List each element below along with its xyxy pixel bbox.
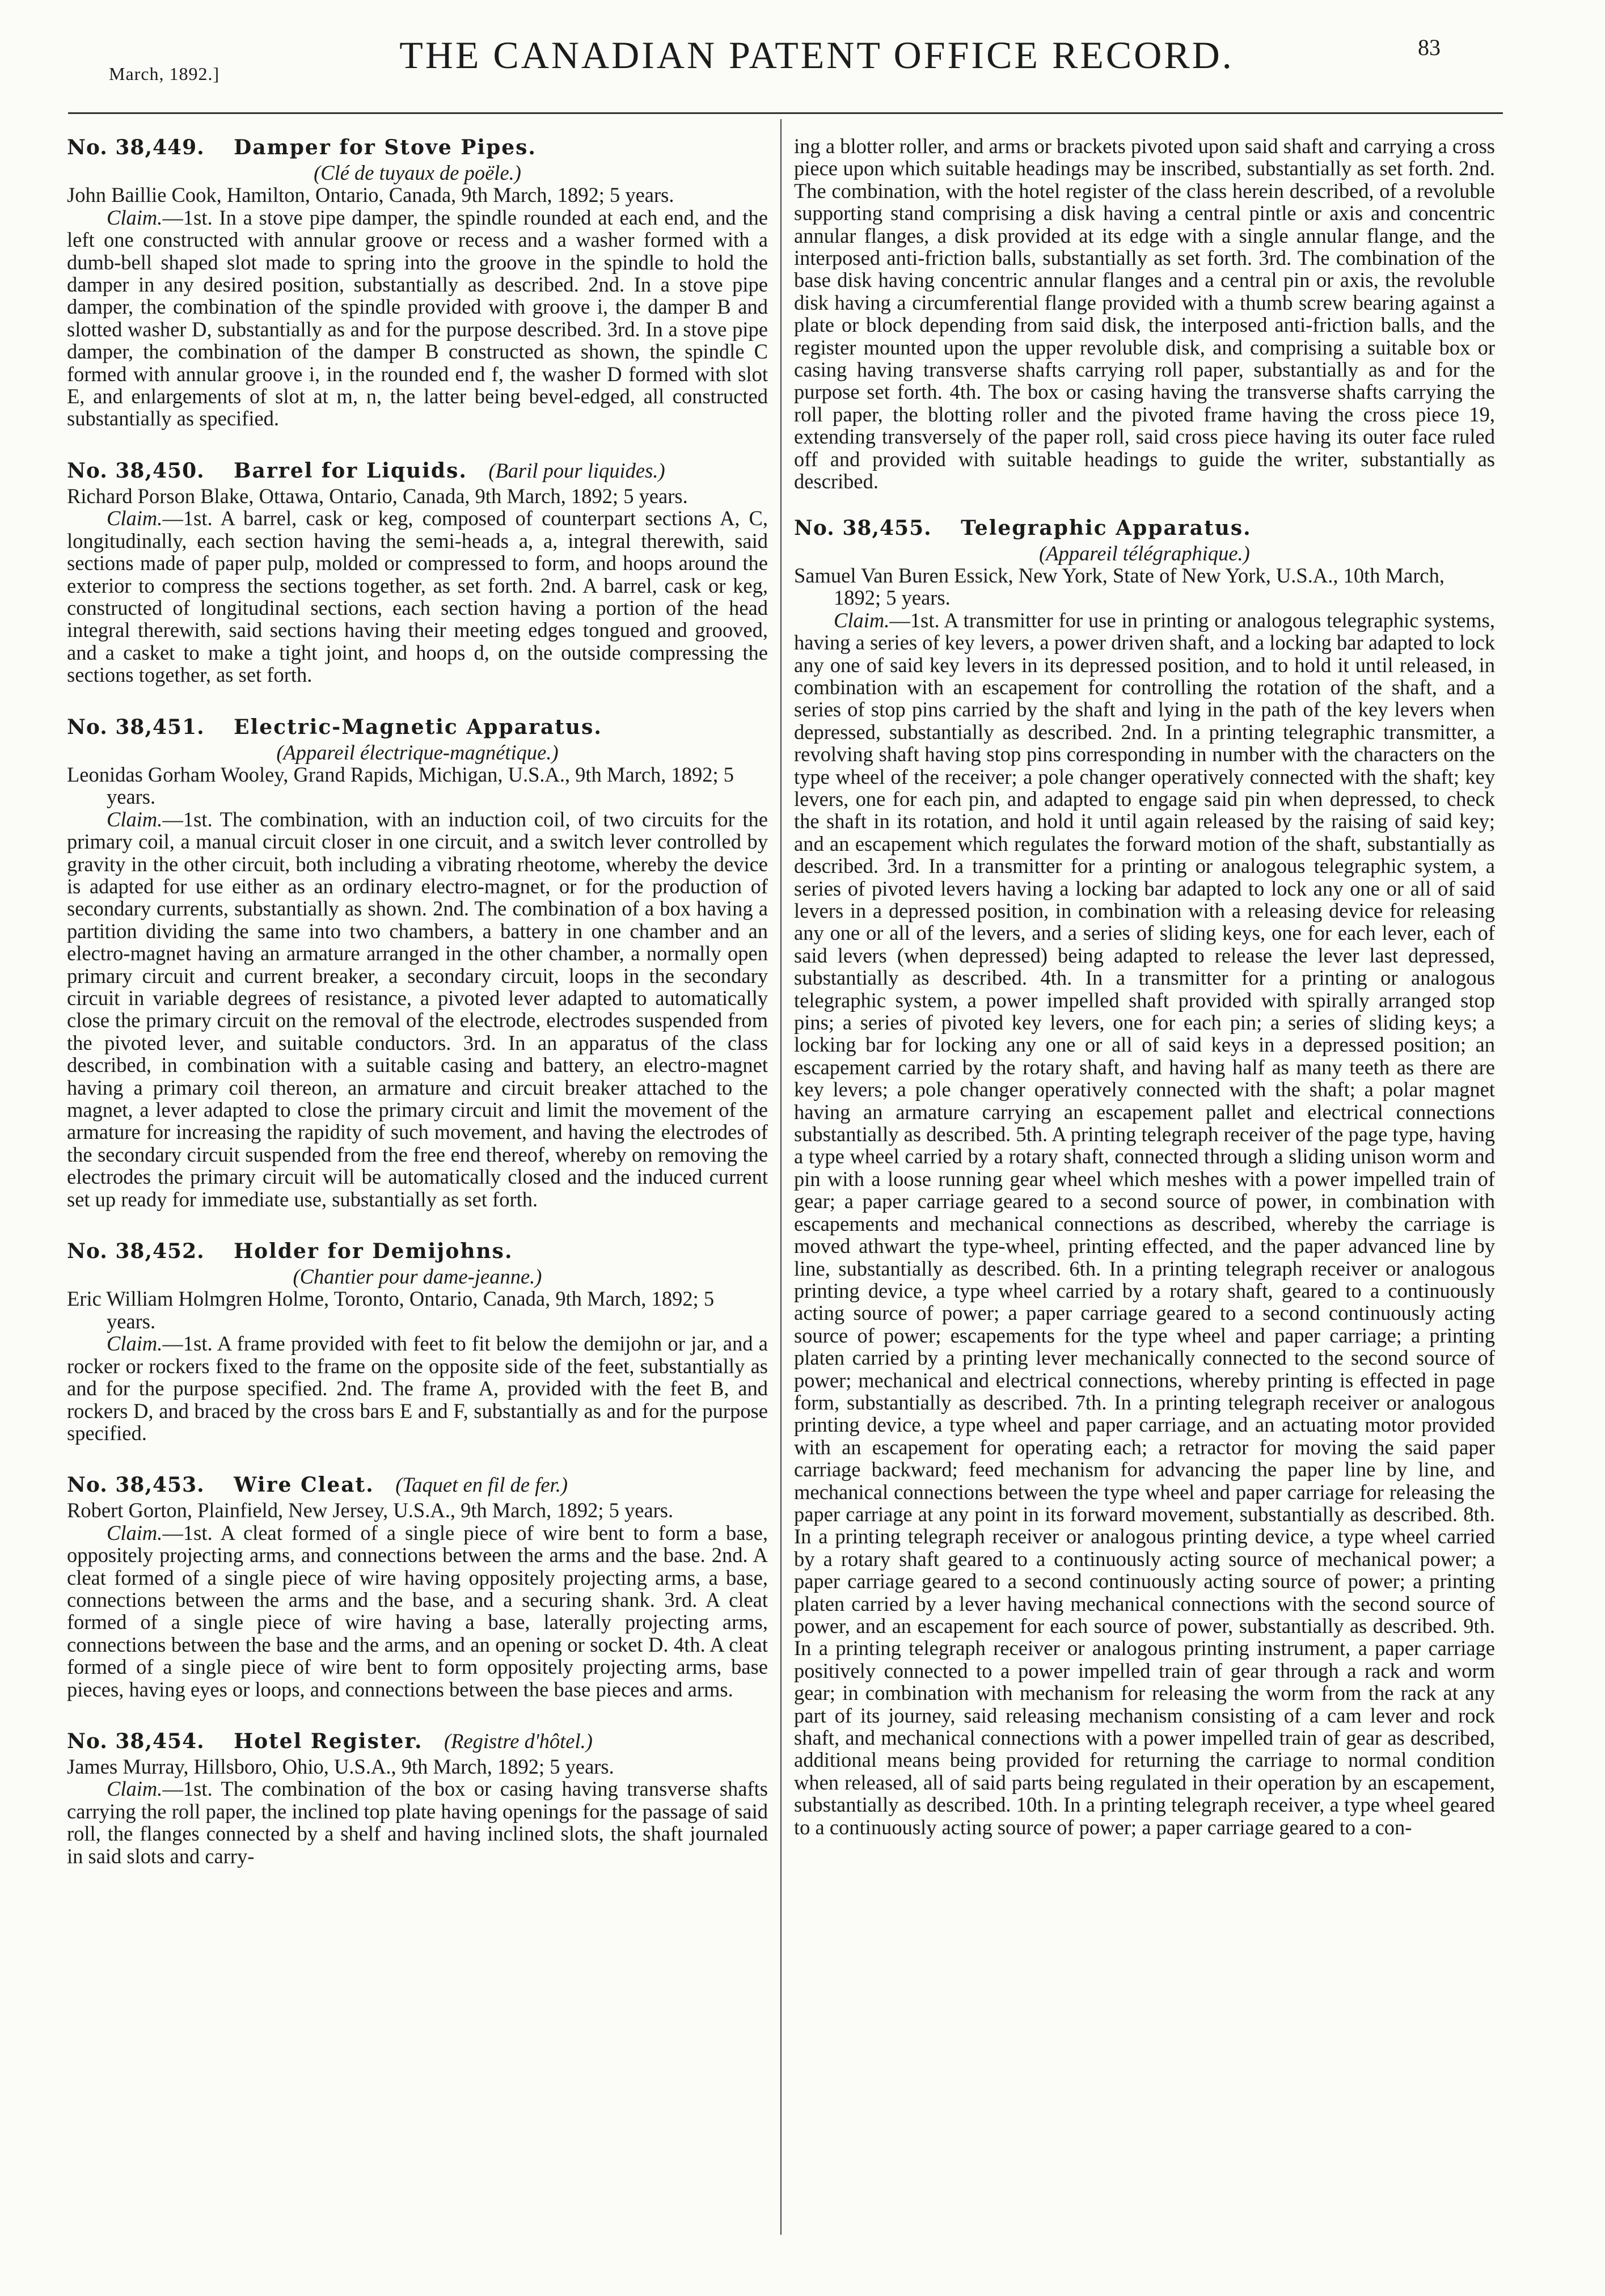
patent-entry <box>67 1472 768 1700</box>
patent-entry <box>67 715 768 1211</box>
french-title: (Appareil électrique-magnétique.) <box>276 740 559 764</box>
claim-label: Claim. <box>107 205 163 229</box>
page-number: 83 <box>1418 35 1441 60</box>
publication-title: THE CANADIAN PATENT OFFICE RECORD. <box>399 33 1234 77</box>
claim-label: Claim. <box>107 1332 163 1356</box>
claim-text <box>67 808 768 1210</box>
claim-label: Claim. <box>107 1521 163 1544</box>
left-column <box>67 135 768 2268</box>
patent-entry <box>67 135 768 430</box>
claim-label: Claim. <box>107 507 163 530</box>
claim-continuation <box>794 135 1495 493</box>
claim-body: —1st. A barrel, cask or keg, composed of counterpart sections A, C, longitudinally, each section having the semi-heads a, a, integral therewith, said sections made of paper pulp, molded or compressed to form, and hoops around the exterior to compress the sections together, as set forth. 2nd. A barrel, cask or keg, constructed of longitudinal sections, each section having a portion of the head integral therewith, said sections having their meeting edges tongued and grooved, and a casket to make a tight joint, and hoops d, on the outside compressing the sections together, as set forth. <box>67 507 768 687</box>
claim-label: Claim. <box>107 1777 163 1801</box>
patent-title: Electric-Magnetic Apparatus. <box>234 715 602 739</box>
claim-body: —1st. A cleat formed of a single piece of wire bent to form a base, oppositely projecting arms, and connections between the arms and the base. 2nd. A cleat formed of a single piece of wire having oppositely projecting arms, a base, connections between the arms and the base, and a securing shank. 3rd. A cleat formed of a single piece of wire having a base, laterally projecting arms, connections between the base and the arms, and an opening or socket D. 4th. A cleat formed of a single piece of wire bent to form oppositely projecting arms, base pieces, having eyes or loops, and connections between the base pieces and arms. <box>67 1521 768 1701</box>
claim-body: —1st. A frame provided with feet to fit below the demijohn or jar, and a rocker or rockers fixed to the frame on the opposite side of the feet, substantially as and for the purpose specified. 2nd. The frame A, provided with the feet B, and rockers D, and braced by the cross bars E and F, substantially as and for the purpose specified. <box>67 1332 768 1445</box>
patentee-line: Eric William Holmgren Holme, Toronto, Ontario, Canada, 9th March, 1892; 5 years. <box>67 1287 715 1333</box>
patentee-line: James Murray, Hillsboro, Ohio, U.S.A., 9th March, 1892; 5 years. <box>67 1754 614 1778</box>
claim-text <box>67 1778 768 1867</box>
patentee-line: John Baillie Cook, Hamilton, Ontario, Canada, 9th March, 1892; 5 years. <box>67 183 674 207</box>
patent-entry <box>67 458 768 686</box>
claim-text <box>67 206 768 430</box>
claim-body: —1st. In a stove pipe damper, the spindle rounded at each end, and the left one constructed with annular groove or recess and a washer formed with a dumb-bell shaped slot made to spring into the groove in the spindle to hold the damper in any desired position, substantially as described. 2nd. In a stove pipe damper, the combination of the spindle provided with groove i, the damper B and slotted washer D, substantially as and for the purpose described. 3rd. In a stove pipe damper, the combination of the damper B constructed as shown, the spindle C formed with annular groove i, in the rounded end f, the washer D formed with slot E, and enlargements of slot at m, n, the latter being bevel-edged, all constructed substantially as specified. <box>67 205 768 430</box>
claim-body: —1st. The combination of the box or casing having transverse shafts carrying the roll paper, the inclined top plate having openings for the passage of said roll, the flanges connected by a shelf and having inclined slots, the shaft journaled in said slots and carry- <box>67 1777 768 1868</box>
french-title: (Registre d'hôtel.) <box>444 1729 593 1753</box>
french-title: (Clé de tuyaux de poële.) <box>314 161 521 184</box>
claim-text <box>67 1522 768 1700</box>
patent-title: Wire Cleat. <box>234 1473 374 1497</box>
patent-entry <box>67 1239 768 1444</box>
patent-title: Barrel for Liquids. <box>234 458 467 483</box>
patent-number: No. 38,451. <box>67 715 205 739</box>
patent-number: No. 38,455. <box>794 516 932 540</box>
patent-number: No. 38,449. <box>67 136 205 159</box>
patent-title: Holder for Demijohns. <box>234 1239 513 1264</box>
patent-entry <box>794 516 1495 1839</box>
patent-title: Damper for Stove Pipes. <box>234 136 537 159</box>
patent-number: No. 38,453. <box>67 1473 205 1497</box>
entry-heading <box>67 135 768 161</box>
entry-heading <box>67 1729 768 1754</box>
patent-title: Telegraphic Apparatus. <box>961 516 1252 540</box>
claim-body: —1st. A transmitter for use in printing or analogous telegraphic systems, having a series of key levers, a power driven shaft, and a locking bar adapted to lock any one of said key levers in its depressed position, and to hold it until released, in combination with an escapement for controlling the rotation of the shaft, and a series of stop pins carried by the shaft and lying in the path of the key levers when depressed, substantially as described. 2nd. In a printing telegraphic transmitter, a revolving shaft having stop pins corresponding in number with the characters on the type wheel of the receiver; a pole changer operatively connected with the shaft; key levers, one for each pin, and adapted to engage said pin when depressed, to check the shaft in its rotation, and hold it until again released by the raising of said key; and an escapement which regulates the forward motion of the shaft, substantially as described. 3rd. In a transmitter for a printing or analogous telegraphic system, a series of pivoted levers having a locking bar adapted to lock any one or all of said levers in a depressed position, in combination with a releasing device for releasing any one or all of the levers, and a series of sliding keys, one for each lever, each of said levers (when depressed) being adapted to release the lever last depressed, substantially as described. 4th. In a transmitter for a printing or analogous telegraphic system, a power impelled shaft provided with spirally arranged stop pins; a series of pivoted key levers, one for each pin; a series of sliding keys; a locking bar for locking any one or all of said keys in a depressed position; an escapement carried by the rotary shaft, and having half as many teeth as there are key levers; a pole changer operatively connected with the shaft; a polar magnet having an armature carrying an escapement pallet and electrical connections substantially as described. 5th. A printing telegraph receiver of the page type, having a type wheel carried by a rotary shaft, connected through a sliding unison worm and pin with a loose running gear wheel which meshes with a power impelled train of gear; a paper carriage geared to a second source of power, in combination with escapements and mechanical connections as described, whereby the carriage is moved athwart the type-wheel, printing effected, and the paper advanced line by line, substantially as described. 6th. In a printing telegraph receiver or analogous printing device, a type wheel carried by a rotary shaft, geared to a continuously acting source of power; a paper carriage geared to a second continuously acting source of power; escapements for the type wheel and paper carriage; a printing platen carried by a printing lever mechanically connected to the second source of power; mechanical and electrical connections, whereby printing is effected in page form, substantially as described. 7th. In a printing telegraph receiver or analogous printing device, a type wheel and paper carriage, and an actuating motor provided with an escapement for operating each; a retractor for moving the said paper carriage backward; feed mechanism for advancing the paper line by line, and mechanical connections between the type wheel and paper carriage for releasing the paper carriage at any point in its forward movement, substantially as described. 8th. In a printing telegraph receiver or analogous printing device, a type wheel carried by a rotary shaft geared to a continuously acting source of mechanical power; a paper carriage geared to a second continuously acting source of power; a printing platen carried by a lever having mechanical connections with the second source of power, and an escapement for each source of power, substantially as described. 9th. In a printing telegraph receiver or analogous printing instrument, a paper carriage positively connected to a power impelled train of gear through a rack and worm gear; in combination with mechanism for releasing the worm from the rack at any part of its journey, said releasing mechanism consisting of a cam lever and rock shaft, and mechanical connections with a power impelled train of gear as described, additional means being provided for returning the carriage to normal condition when released, all of said parts being regulated in their operation by an escapement, substantially as described. 10th. In a printing telegraph receiver, a type wheel geared to a continuously acting source of power; a paper carriage geared to a con- <box>794 608 1495 1839</box>
entry-heading <box>67 1239 768 1264</box>
claim-text <box>67 507 768 686</box>
patent-title: Hotel Register. <box>234 1729 423 1753</box>
french-title: (Appareil télégraphique.) <box>1039 541 1250 565</box>
french-title: (Chantier pour dame-jeanne.) <box>293 1265 542 1289</box>
entry-heading <box>794 516 1495 541</box>
patent-number: No. 38,450. <box>67 458 205 483</box>
claim-body: —1st. The combination, with an induction coil, of two circuits for the primary coil, a manual circuit closer in one circuit, and a switch lever controlled by gravity in the other circuit, both including a vibrating rheotome, whereby the device is adapted for use either as an ordinary electro-magnet, or for the production of secondary currents, substantially as shown. 2nd. The combination of a box having a partition dividing the same into two chambers, a battery in one chamber and an electro-magnet having an armature arranged in the other chamber, a normally open primary circuit and current breaker, a secondary circuit, loops in the secondary circuit in variable degrees of resistance, a pivoted lever adapted to automatically close the primary circuit on the removal of the electrode, electrodes suspended from the pivoted lever, and suitable conductors. 3rd. In an apparatus of the class described, in combination with a suitable casing and battery, an electro-magnet having a primary coil thereon, an armature and circuit breaker attached to the magnet, a lever adapted to close the primary circuit and limit the movement of the armature for increasing the rapidity of such movement, and having the electrodes of the secondary circuit suspended from the free end thereof, whereby on removing the electrodes the primary circuit will be automatically closed and the induced current set up ready for immediate use, substantially as set forth. <box>67 807 768 1211</box>
french-title: (Baril pour liquides.) <box>488 458 665 482</box>
entry-heading <box>67 1472 768 1498</box>
patentee-line: Robert Gorton, Plainfield, New Jersey, U.S.A., 9th March, 1892; 5 years. <box>67 1499 674 1522</box>
patentee-line: Samuel Van Buren Essick, New York, State of New York, U.S.A., 10th March, 1892; 5 years. <box>794 563 1444 610</box>
french-title: (Taquet en fil de fer.) <box>395 1473 568 1497</box>
column-divider <box>780 119 782 2235</box>
right-column <box>794 135 1495 2268</box>
page-header <box>0 0 1605 113</box>
claim-label: Claim. <box>834 608 890 632</box>
claim-text <box>67 1332 768 1444</box>
patentee-line: Richard Porson Blake, Ottawa, Ontario, Canada, 9th March, 1892; 5 years. <box>67 484 688 508</box>
issue-date: March, 1892.] <box>109 64 220 84</box>
entry-heading <box>67 458 768 484</box>
patent-number: No. 38,454. <box>67 1729 205 1753</box>
patent-entry <box>67 1729 768 1867</box>
patentee-line: Leonidas Gorham Wooley, Grand Rapids, Michigan, U.S.A., 9th March, 1892; 5 years. <box>67 762 734 809</box>
entry-heading <box>67 715 768 740</box>
claim-text <box>794 609 1495 1838</box>
claim-label: Claim. <box>107 807 163 831</box>
patent-number: No. 38,452. <box>67 1239 205 1264</box>
continued-claim-text: ing a blotter roller, and arms or brackets pivoted upon said shaft and carrying a cross piece upon which suitable headings may be inscribed, substantially as set forth. 2nd. The combination, with the hotel register of the class herein described, of a revoluble supporting stand comprising a disk having a central pintle or axis and concentric annular flanges, a disk provided at its edge with a single annular flange, and the interposed anti-friction balls, substantially as set forth. 3rd. The combination of the base disk having concentric annular flanges and a central pin or axis, the revoluble disk having a circumferential flange provided with a thumb screw bearing against a plate or block depending from said disk, the interposed anti-friction balls, and the register mounted upon the upper revoluble disk, and comprising a suitable box or casing having transverse shafts carrying roll paper, substantially as and for the purpose set forth. 4th. The box or casing having the transverse shafts carrying the roll paper, the blotting roller and the pivoted frame having the cross piece 19, extending transversely of the paper roll, said cross piece having its outer face ruled off and provided with suitable headings to guide the writer, substantially as described. <box>794 135 1495 493</box>
header-rule <box>68 112 1503 114</box>
